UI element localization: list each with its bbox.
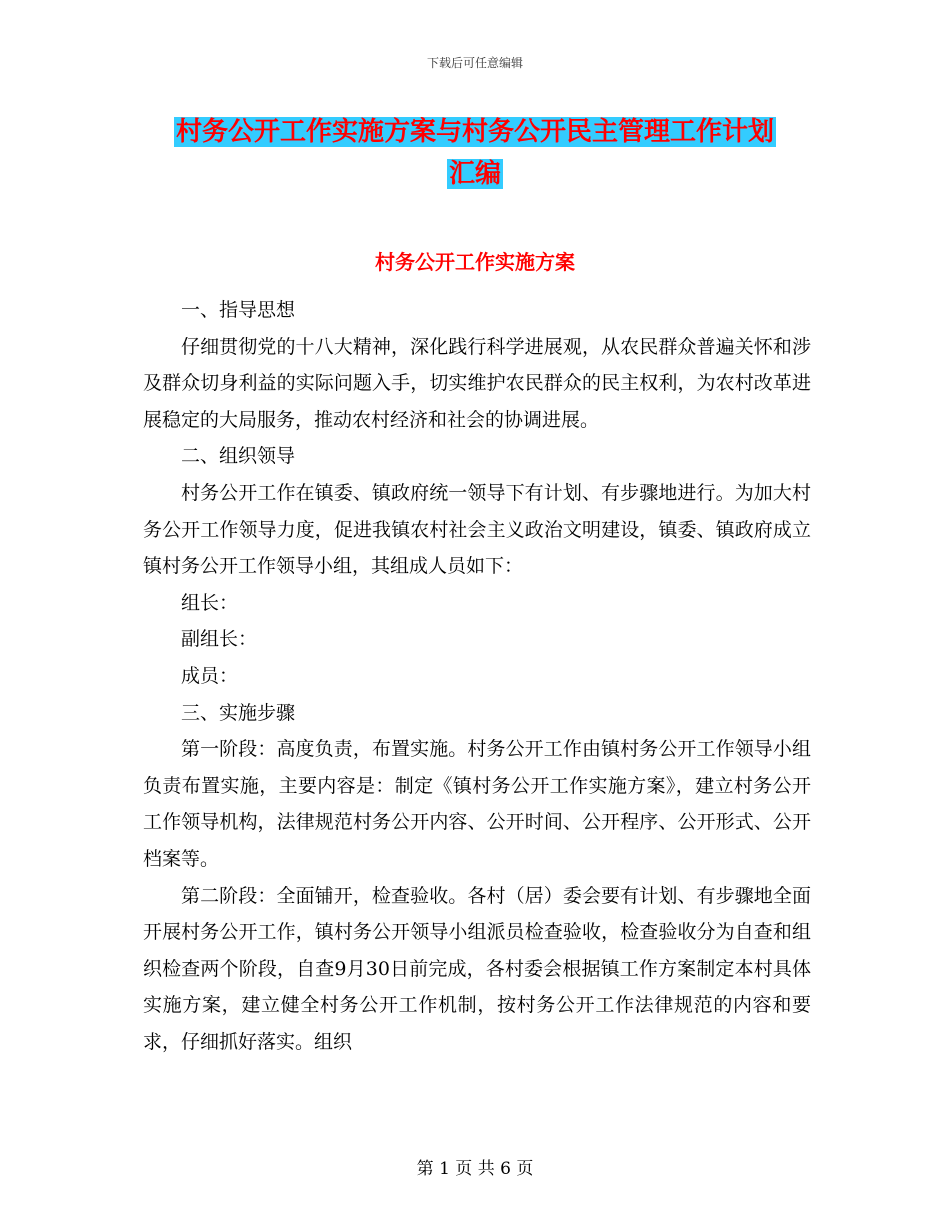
paragraph-stage-two: 第二阶段：全面铺开，检查验收。各村（居）委会要有计划、有步骤地全面开展村务公开工作，镇村务公开领导小组派员检查验收，检查验收分为自查和组织检查两个阶段，自查9月30日前完成，各村委会根据镇工作方案制定本村具体实施方案，建立健全村务公开工作机制，按村务公开工作法律规范的内容和要求，仔细抓好落实。组织 [143, 884, 811, 1053]
line-group-leader: 组长： [181, 591, 239, 614]
line-deputy-leader: 副组长： [181, 628, 258, 651]
document-title-line-2 [0, 150, 950, 198]
paragraph-organization: 村务公开工作在镇委、镇政府统一领导下有计划、有步骤地进行。为加大村务公开工作领导力度，促进我镇农村社会主义政治文明建设，镇委、镇政府成立镇村务公开工作领导小组，其组成人员如下： [143, 481, 811, 578]
document-title-text-1: 村务公开工作实施方案与村务公开民主管理工作计划 [175, 117, 774, 147]
header-note: 下载后可任意编辑 [426, 56, 523, 70]
document-title-text-2: 汇编 [448, 159, 501, 189]
paragraph-guiding-ideology: 仔细贯彻党的十八大精神，深化践行科学进展观，从农民群众普遍关怀和涉及群众切身利益的实际问题入手，切实维护农民群众的民主权利，为农村改革进展稳定的大局服务，推动农村经济和社会的协调进展。 [143, 335, 811, 431]
line-members: 成员： [181, 664, 239, 687]
heading-organization: 二、组织领导 [181, 445, 296, 468]
document-body [143, 292, 811, 1060]
heading-guiding-ideology: 一、指导思想 [181, 299, 296, 321]
page-footer: 第 1 页 共 6 页 [416, 1159, 534, 1179]
heading-implementation-steps: 三、实施步骤 [181, 701, 296, 724]
section-title: 村务公开工作实施方案 [375, 250, 575, 274]
document-title-line-1 [0, 108, 950, 156]
paragraph-stage-one: 第一阶段：高度负责，布置实施。村务公开工作由镇村务公开工作领导小组负责布置实施，主要内容是：制定《镇村务公开工作实施方案》，建立村务公开工作领导机构，法律规范村务公开内容、公开时间、公开程序、公开形式、公开档案等。 [143, 738, 811, 870]
